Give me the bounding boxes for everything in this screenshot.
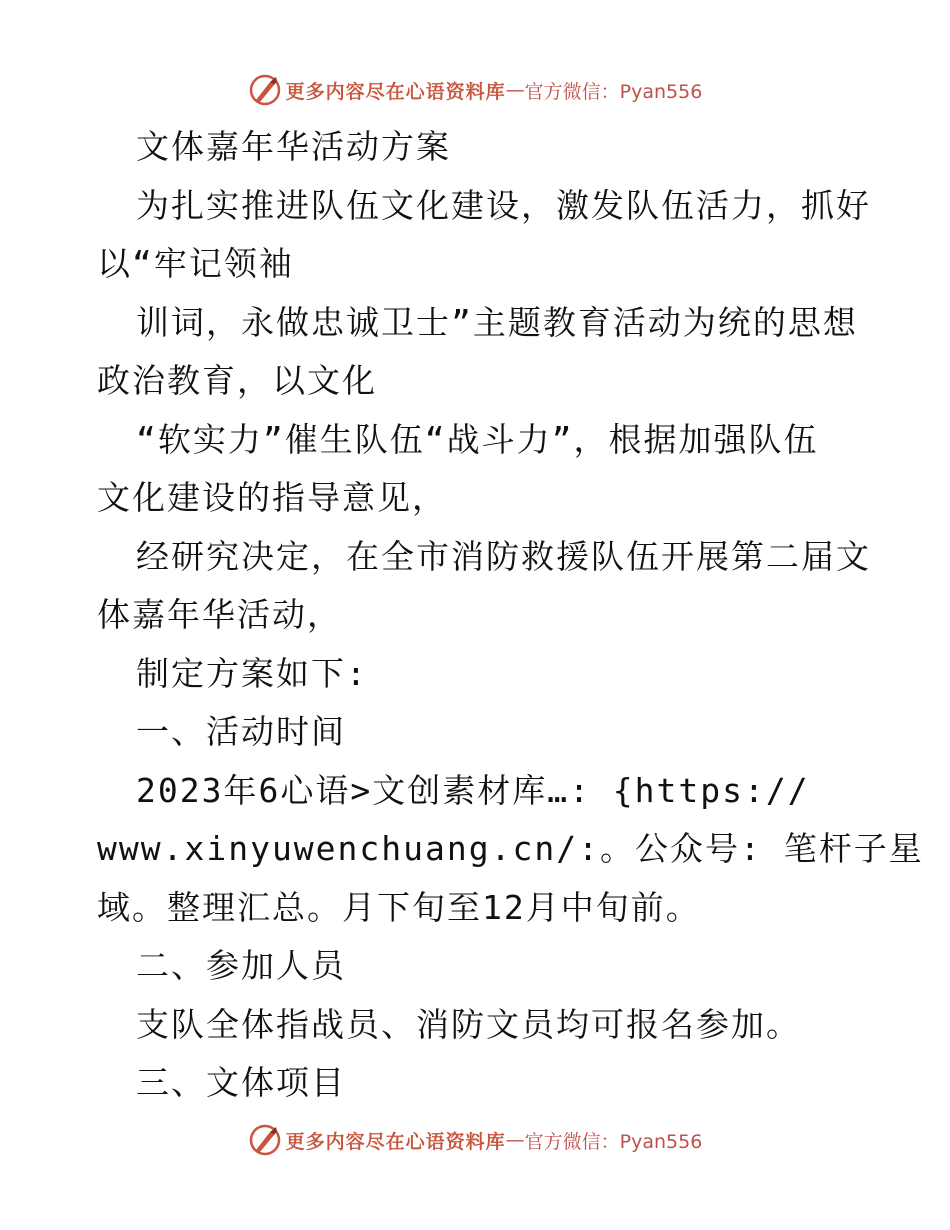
paragraph-line: 制定方案如下:: [136, 654, 368, 693]
section-heading: 一、活动时间: [136, 712, 346, 751]
section-heading: 二、参加人员: [136, 946, 346, 985]
quill-pen-logo-icon: [248, 73, 282, 107]
paragraph-line: 训词，永做忠诚卫士”主题教育活动为统的思想: [136, 303, 858, 342]
paragraph-line: www.xinyuwenchuang.cn/:。公众号: 笔杆子星: [97, 829, 924, 868]
paragraph-line: 支队全体指战员、消防文员均可报名参加。: [136, 1005, 801, 1044]
banner-brand-text: 更多内容尽在心语资料库: [285, 1130, 506, 1153]
banner-brand-text: 更多内容尽在心语资料库: [285, 80, 506, 103]
paragraph-line: 体嘉年华活动，: [97, 595, 342, 634]
paragraph-line: 为扎实推进队伍文化建设，激发队伍活力，抓好: [136, 186, 871, 225]
paragraph-line: 经研究决定，在全市消防救援队伍开展第二届文: [136, 537, 871, 576]
paragraph-line: 2023年6心语>文创素材库…: {https://: [136, 771, 810, 810]
paragraph-line: 域。整理汇总。月下旬至12月中旬前。: [97, 888, 701, 927]
header-banner: [0, 70, 950, 110]
paragraph-line: 政治教育，以文化: [97, 361, 377, 400]
banner-dash: —: [505, 79, 525, 101]
footer-banner: [0, 1120, 950, 1160]
banner-dash: —: [505, 1129, 525, 1151]
document-title: 文体嘉年华活动方案: [136, 127, 451, 166]
section-heading: 三、文体项目: [136, 1063, 346, 1102]
paragraph-line: 以“牢记领袖: [97, 244, 294, 283]
banner-contact-text: 官方微信：Pyan556: [524, 80, 703, 103]
paragraph-line: “软实力”催生队伍“战斗力”，根据加强队伍: [136, 420, 819, 459]
banner-contact-text: 官方微信：Pyan556: [524, 1130, 703, 1153]
quill-pen-logo-icon: [248, 1123, 282, 1157]
paragraph-line: 文化建设的指导意见，: [97, 478, 447, 517]
